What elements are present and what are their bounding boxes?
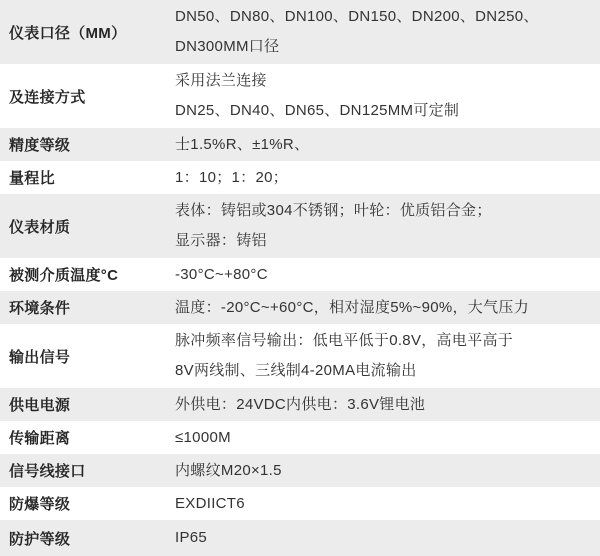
spec-row-output-signal [0,324,600,388]
spec-value [175,2,600,62]
spec-value [175,260,600,290]
spec-value-line: 表体：铸铝或304不锈钢；叶轮：优质铝合金； [175,202,492,219]
spec-label: 防爆等级 [9,496,71,513]
spec-value [175,326,600,386]
spec-row-transmission-distance [0,421,600,454]
spec-label: 仪表口径（MM） [9,24,127,42]
spec-value-line: IP65 [175,529,208,546]
spec-row-connection [0,64,600,128]
spec-label: 防护等级 [9,530,71,548]
spec-label: 输出信号 [9,348,71,366]
spec-row-material [0,194,600,258]
spec-row-signal-interface [0,454,600,487]
spec-value [175,66,600,126]
spec-value-line: 脉冲频率信号输出：低电平低于0.8V，高电平高于 [175,332,514,349]
spec-value [175,423,600,453]
spec-value-line: 1：10；1：20； [175,168,289,186]
spec-value [175,523,600,553]
spec-label: 供电电源 [9,397,71,414]
spec-label: 量程比 [9,170,55,187]
spec-value-line: 温度：-20°C~+60°C，相对湿度5%~90%，大气压力 [175,298,530,316]
spec-row-medium-temperature [0,258,600,291]
spec-value [175,163,600,193]
spec-row-explosion-proof-rating [0,487,600,520]
spec-value [175,390,600,420]
spec-label: 及连接方式 [9,88,86,106]
spec-value-line: DN300MM口径 [175,38,280,55]
spec-label: 环境条件 [9,300,71,317]
spec-row-accuracy [0,128,600,161]
spec-label: 被测介质温度°C [9,267,119,284]
spec-value [175,456,600,486]
spec-value [175,196,600,256]
spec-value-line: DN25、DN40、DN65、DN125MM可定制 [175,102,460,119]
spec-row-power-supply [0,388,600,421]
spec-value-line: ≤1000M [175,428,231,446]
spec-value [175,130,600,160]
spec-value-line: DN50、DN80、DN100、DN150、DN200、DN250、 [175,8,539,25]
spec-row-diameter [0,0,600,64]
spec-value [175,489,600,519]
spec-label: 仪表材质 [9,218,71,236]
spec-value-line: 显示器：铸铝 [175,232,267,249]
spec-label: 传输距离 [9,430,71,447]
spec-row-protection-rating [0,520,600,556]
spec-value [175,293,600,323]
spec-value-line: EXDIICT6 [175,494,245,512]
spec-value-line: 外供电：24VDC内供电：3.6V锂电池 [175,395,426,413]
spec-value-line: 采用法兰连接 [175,72,267,89]
spec-value-line: 8V两线制、三线制4-20MA电流输出 [175,362,417,379]
spec-row-turndown-ratio [0,161,600,194]
spec-label: 信号线接口 [9,463,86,480]
spec-value-line: 内螺纹M20×1.5 [175,461,282,479]
spec-value-line: -30°C~+80°C [175,265,268,283]
spec-label: 精度等级 [9,137,71,154]
spec-value-line: 士1.5%R、±1%R、 [175,135,310,153]
spec-row-environment [0,291,600,324]
